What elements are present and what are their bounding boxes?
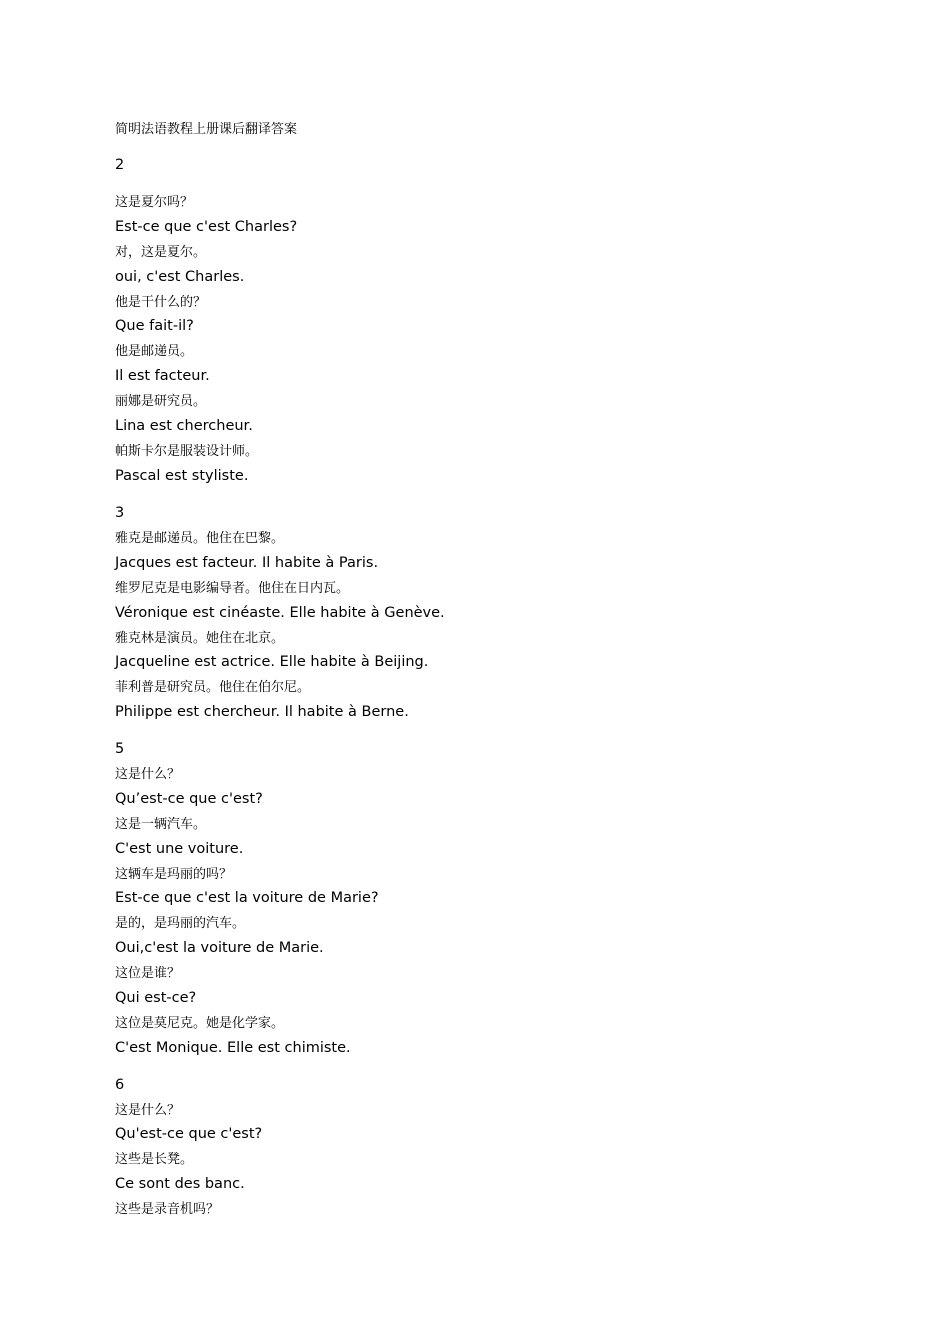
french-translation: Jacques est facteur. Il habite à Paris.	[115, 555, 379, 571]
chinese-sentence: 他是邮递员。	[115, 344, 194, 359]
document-title: 简明法语教程上册课后翻译答案	[115, 122, 298, 137]
chinese-sentence: 这辆车是玛丽的吗？	[115, 867, 233, 882]
chinese-sentence: 这是什么？	[115, 767, 181, 782]
french-translation: Véronique est cinéaste. Elle habite à Genève.	[115, 605, 445, 621]
french-translation: Qu'est-ce que c'est?	[115, 1126, 263, 1142]
chinese-sentence: 帕斯卡尔是服装设计师。	[115, 444, 259, 459]
french-translation: Lina est chercheur.	[115, 418, 253, 434]
section-number: 2	[115, 157, 125, 173]
french-translation: oui, c'est Charles.	[115, 269, 245, 285]
french-translation: Ce sont des banc.	[115, 1176, 245, 1192]
chinese-sentence: 他是干什么的？	[115, 295, 207, 310]
french-translation: C'est une voiture.	[115, 841, 244, 857]
section-number: 3	[115, 505, 125, 521]
french-translation: Qui est-ce?	[115, 990, 197, 1006]
chinese-sentence: 雅克林是演员。她住在北京。	[115, 631, 285, 646]
section-number: 5	[115, 741, 125, 757]
chinese-sentence: 雅克是邮递员。他住在巴黎。	[115, 531, 285, 546]
french-translation: Jacqueline est actrice. Elle habite à Beijing.	[115, 654, 429, 670]
chinese-sentence: 这是什么？	[115, 1103, 181, 1118]
chinese-sentence: 对，这是夏尔。	[115, 245, 207, 260]
chinese-sentence: 这是一辆汽车。	[115, 817, 207, 832]
french-translation: Est-ce que c'est la voiture de Marie?	[115, 890, 379, 906]
chinese-sentence: 丽娜是研究员。	[115, 394, 207, 409]
chinese-sentence: 这些是录音机吗？	[115, 1202, 220, 1217]
chinese-sentence: 这是夏尔吗？	[115, 195, 194, 210]
french-translation: Que fait-il?	[115, 318, 194, 334]
chinese-sentence: 维罗尼克是电影编导者。他住在日内瓦。	[115, 581, 350, 596]
french-translation: C'est Monique. Elle est chimiste.	[115, 1040, 351, 1056]
chinese-sentence: 这位是谁？	[115, 966, 181, 981]
chinese-sentence: 这位是莫尼克。她是化学家。	[115, 1016, 285, 1031]
french-translation: Il est facteur.	[115, 368, 210, 384]
chinese-sentence: 是的，是玛丽的汽车。	[115, 916, 246, 931]
chinese-sentence: 这些是长凳。	[115, 1152, 194, 1167]
section-number: 6	[115, 1077, 125, 1093]
french-translation: Qu’est-ce que c'est?	[115, 791, 263, 807]
french-translation: Est-ce que c'est Charles?	[115, 219, 298, 235]
french-translation: Pascal est styliste.	[115, 468, 249, 484]
french-translation: Oui,c'est la voiture de Marie.	[115, 940, 324, 956]
french-translation: Philippe est chercheur. Il habite à Berne.	[115, 704, 409, 720]
chinese-sentence: 菲利普是研究员。他住在伯尔尼。	[115, 680, 311, 695]
